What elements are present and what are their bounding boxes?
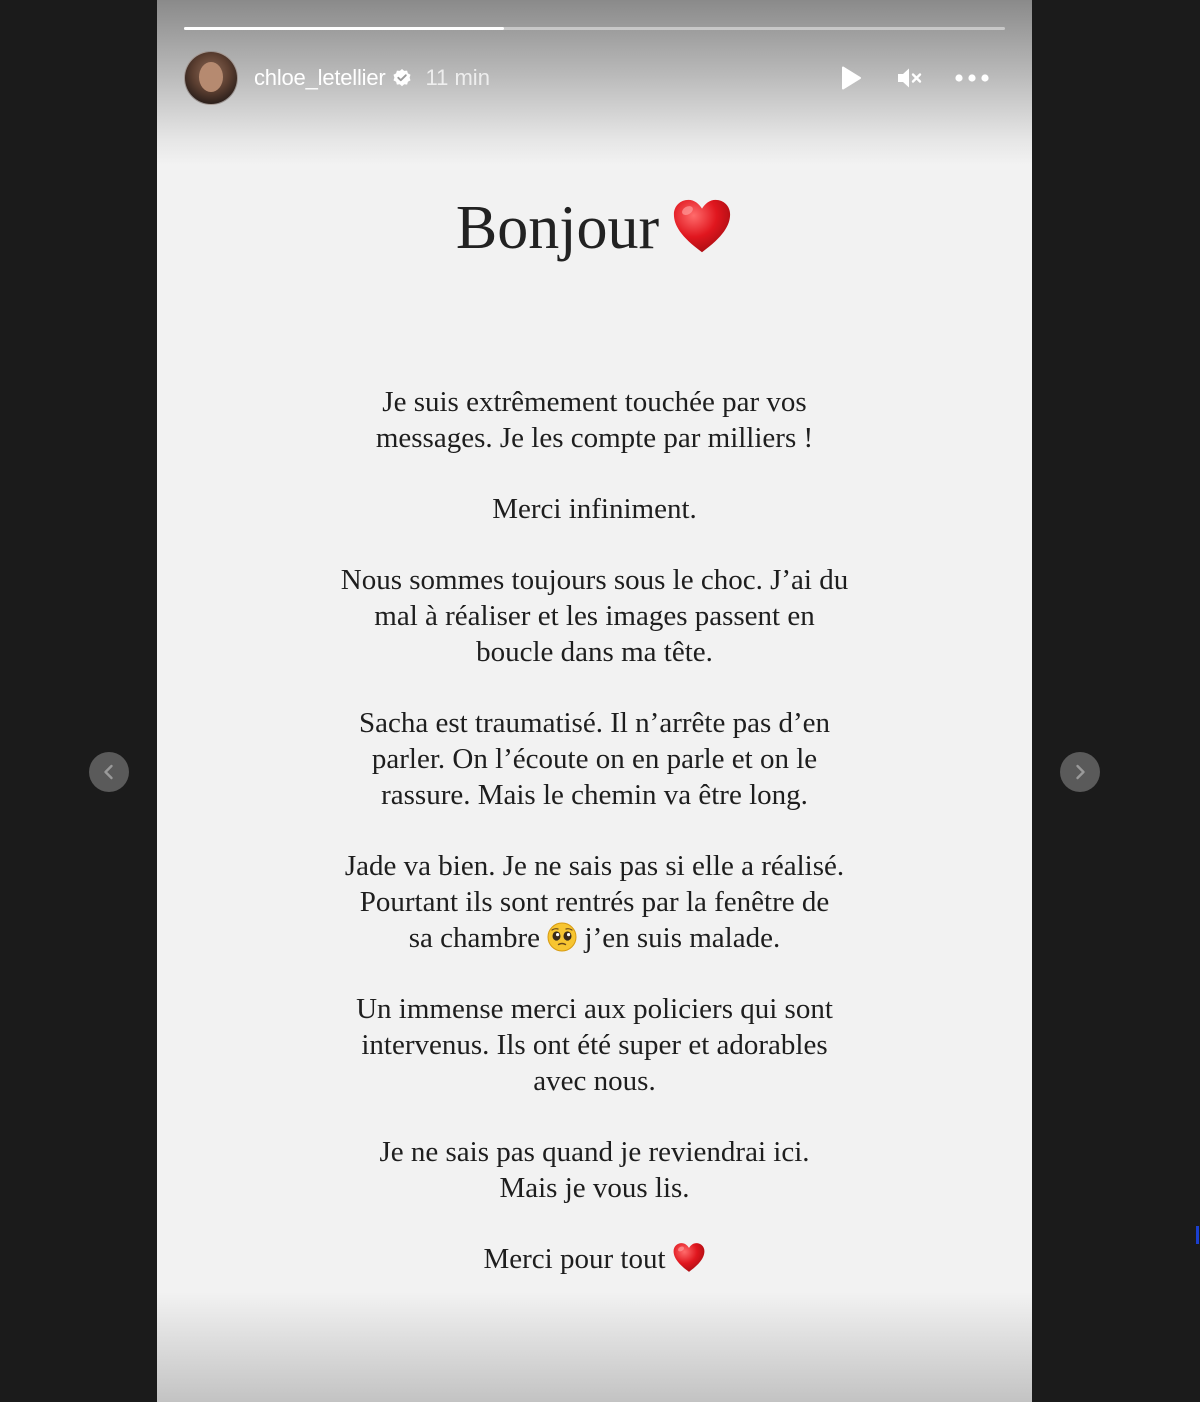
text-line: Je suis extrêmement touchée par vos	[382, 386, 807, 418]
story-card[interactable]	[157, 0, 1032, 1402]
play-icon[interactable]	[837, 64, 865, 92]
text-line-with-emoji	[277, 920, 912, 956]
text-line: Sacha est traumatisé. Il n’arrête pas d’en	[358, 707, 831, 739]
story-header	[184, 50, 1005, 106]
title-text: Bonjour	[455, 194, 660, 262]
text-line: Jade va bien. Je ne sais pas si elle a réalisé.	[344, 850, 845, 882]
text-line: Mais je vous lis.	[499, 1172, 690, 1204]
message-paragraph-7	[277, 1134, 912, 1206]
verified-badge-icon	[392, 68, 412, 88]
more-options-icon[interactable]	[953, 64, 991, 92]
text-line: boucle dans ma tête.	[476, 636, 713, 668]
story-title	[157, 192, 1032, 264]
message-closing	[277, 1241, 912, 1277]
text-fragment: j’en suis malade.	[584, 922, 781, 954]
message-paragraph-2	[277, 491, 912, 527]
text-line: avec nous.	[533, 1065, 656, 1097]
text-line: mal à réaliser et les images passent en	[374, 600, 815, 632]
chevron-right-icon	[1071, 763, 1089, 781]
story-controls	[837, 64, 1005, 92]
previous-story-button[interactable]	[89, 752, 129, 792]
text-line: Un immense merci aux policiers qui sont	[356, 993, 833, 1025]
red-heart-icon	[672, 1241, 706, 1275]
text-line: rassure. Mais le chemin va être long.	[381, 779, 808, 811]
chevron-left-icon	[100, 763, 118, 781]
message-paragraph-3	[277, 562, 912, 670]
pleading-face-emoji-icon	[547, 922, 577, 952]
message-paragraph-5	[277, 848, 912, 956]
message-paragraph-1	[277, 384, 912, 456]
story-message	[277, 384, 912, 1312]
text-fragment: sa chambre	[408, 922, 541, 954]
profile-avatar[interactable]	[184, 51, 238, 105]
story-progress-fill	[184, 27, 504, 30]
edge-scroll-indicator	[1196, 1226, 1199, 1244]
muted-speaker-icon[interactable]	[895, 64, 923, 92]
username-link[interactable]: chloe_letellier	[254, 65, 386, 90]
text-line: Je ne sais pas quand je reviendrai ici.	[379, 1136, 810, 1168]
message-paragraph-4	[277, 705, 912, 813]
text-line: Pourtant ils sont rentrés par la fenêtre de	[359, 886, 830, 918]
text-line-with-emoji	[277, 1241, 912, 1277]
text-line: Merci infiniment.	[492, 493, 697, 525]
post-timestamp: 11 min	[425, 65, 490, 90]
story-progress-bar	[184, 27, 1005, 30]
text-line: parler. On l’écoute on en parle et on le	[371, 743, 818, 775]
message-paragraph-6	[277, 991, 912, 1099]
text-line: messages. Je les compte par milliers !	[375, 422, 814, 454]
text-line: intervenus. Ils ont été super et adorables	[361, 1029, 828, 1061]
red-heart-icon	[671, 196, 733, 258]
closing-text: Merci pour tout	[483, 1243, 666, 1275]
next-story-button[interactable]	[1060, 752, 1100, 792]
text-line: Nous sommes toujours sous le choc. J’ai du	[340, 564, 849, 596]
